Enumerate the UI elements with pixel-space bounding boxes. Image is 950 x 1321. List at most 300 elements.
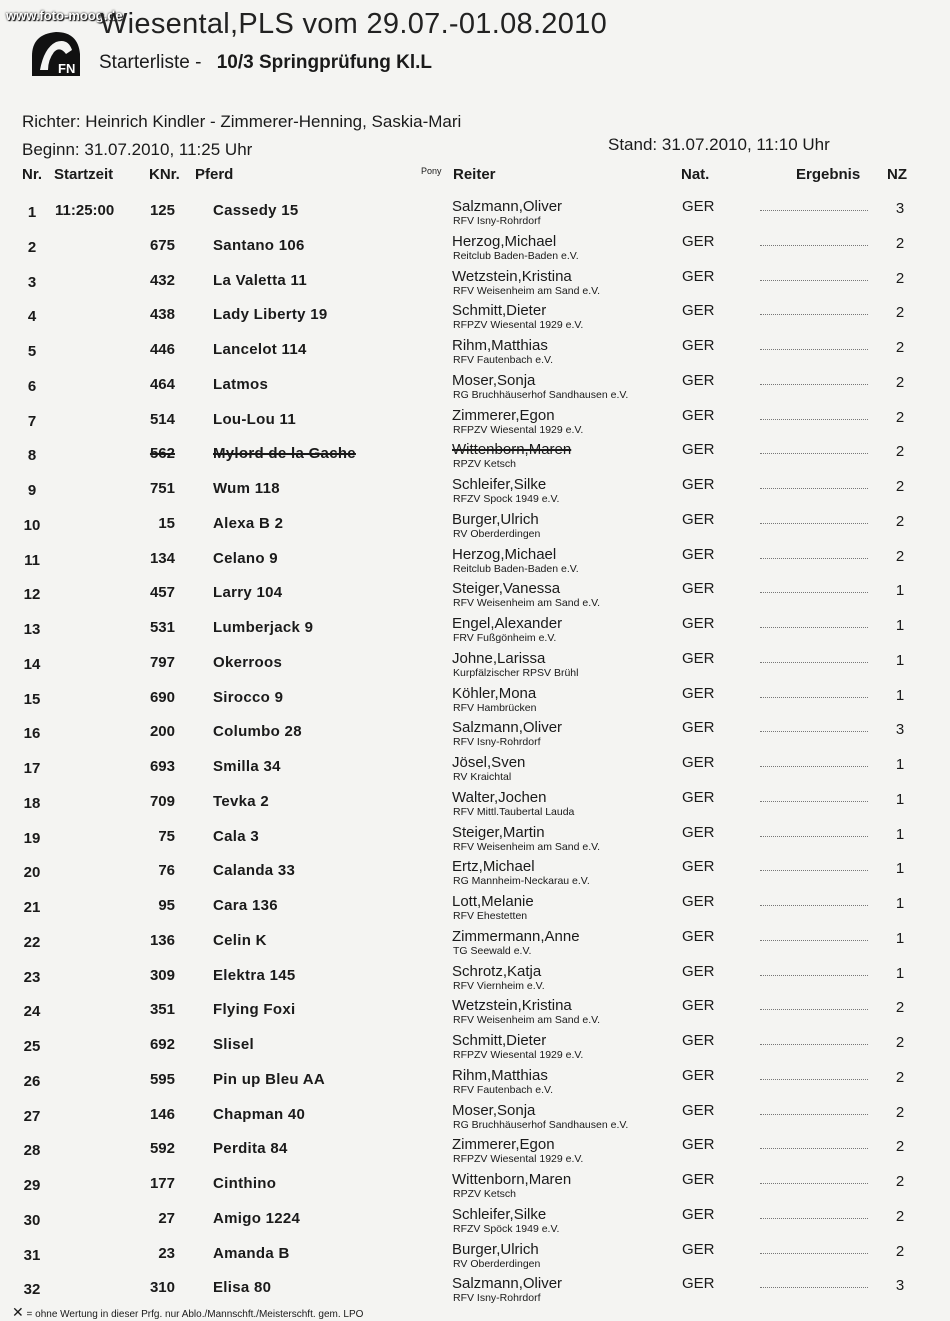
nationality: GER xyxy=(682,962,715,980)
rider-name: Herzog,Michael xyxy=(452,545,557,563)
starter-nr: 21 xyxy=(23,899,41,916)
competition-name: 10/3 Springprüfung Kl.L xyxy=(216,52,433,73)
horse-number: 797 xyxy=(149,653,175,671)
rider-name: Wetzstein,Kristina xyxy=(452,267,572,285)
rider-name: Salzmann,Oliver xyxy=(452,719,563,737)
starter-nr: 30 xyxy=(23,1211,41,1229)
rider-name: Engel,Alexander xyxy=(452,615,563,632)
nz-value: 2 xyxy=(895,1173,905,1190)
horse-name: Lou-Lou 11 xyxy=(213,410,296,428)
horse-number: 200 xyxy=(149,723,175,741)
nationality: GER xyxy=(682,1240,715,1258)
starter-nr: 1 xyxy=(27,204,37,221)
starter-nr: 2 xyxy=(27,238,37,256)
result-field xyxy=(760,591,868,593)
nationality: GER xyxy=(682,476,715,493)
nationality: GER xyxy=(682,198,715,215)
rider-name: Rihm,Matthias xyxy=(452,1066,548,1084)
horse-number: 675 xyxy=(149,236,175,254)
horse-number: 709 xyxy=(149,792,175,810)
footnote xyxy=(12,1304,363,1321)
nationality: GER xyxy=(682,371,715,389)
header-pony: Pony xyxy=(421,166,442,176)
rider-club: RFV Weisenheim am Sand e.V. xyxy=(453,597,601,610)
rider-club: RFPZV Wiesental 1929 e.V. xyxy=(453,1049,584,1061)
rider-club: RFV Fautenbach e.V. xyxy=(453,1083,554,1096)
starter-nr: 26 xyxy=(23,1072,41,1090)
horse-number: 23 xyxy=(158,1244,175,1262)
table-row xyxy=(0,511,950,545)
horse-number: 309 xyxy=(149,966,175,984)
horse-number: 351 xyxy=(149,1001,175,1019)
rider-club: RFV Isny-Rohrdorf xyxy=(453,1292,541,1305)
horse-name: Perdita 84 xyxy=(213,1140,288,1158)
horse-number: 76 xyxy=(158,862,175,880)
rider-name: Walter,Jochen xyxy=(452,788,547,806)
rider-club: RFV Mittl.Taubertal Lauda xyxy=(453,805,575,818)
rider-name: Jösel,Sven xyxy=(452,754,526,771)
result-field xyxy=(760,904,868,906)
result-field xyxy=(760,279,868,281)
nationality: GER xyxy=(682,1205,715,1223)
nationality: GER xyxy=(682,649,715,667)
horse-name: Cinthino xyxy=(213,1175,277,1192)
result-field xyxy=(760,1113,868,1115)
rider-club: FRV Fußgönheim e.V. xyxy=(453,632,557,644)
nz-value: 2 xyxy=(895,999,905,1017)
table-row xyxy=(0,685,950,719)
result-field xyxy=(760,557,868,559)
table-row xyxy=(0,337,950,371)
rider-club: RFV Isny-Rohrdorf xyxy=(453,215,541,227)
horse-name: Chapman 40 xyxy=(213,1105,306,1123)
table-row xyxy=(0,997,950,1031)
horse-name: Santano 106 xyxy=(213,236,305,254)
horse-name: Flying Foxi xyxy=(213,1001,296,1019)
starter-nr: 6 xyxy=(27,377,37,395)
table-row xyxy=(0,233,950,267)
horse-number: 692 xyxy=(149,1036,175,1053)
rider-name: Ertz,Michael xyxy=(452,858,535,876)
horse-number: 514 xyxy=(149,410,175,428)
result-field xyxy=(760,835,868,837)
nationality: GER xyxy=(682,997,715,1015)
nz-value: 3 xyxy=(895,200,905,217)
horse-name: Smilla 34 xyxy=(213,758,281,775)
result-field xyxy=(760,522,868,524)
horse-number: 446 xyxy=(149,341,175,358)
horse-number: 595 xyxy=(149,1070,175,1088)
header-startzeit: Startzeit xyxy=(54,166,114,183)
rider-name: Steiger,Martin xyxy=(452,823,545,841)
result-field xyxy=(760,1286,868,1288)
rider-club: RFV Hambrücken xyxy=(453,701,537,714)
nz-value: 1 xyxy=(895,825,905,843)
horse-name: La Valetta 11 xyxy=(213,271,307,289)
horse-name: Elektra 145 xyxy=(213,966,296,984)
horse-number: 751 xyxy=(149,480,175,497)
result-field xyxy=(760,1217,868,1219)
table-row xyxy=(0,1206,950,1240)
starter-nr: 12 xyxy=(23,586,41,604)
rider-club: RFV Isny-Rohrdorf xyxy=(453,736,541,749)
horse-number: 15 xyxy=(158,514,175,532)
header-nz: NZ xyxy=(887,166,907,183)
result-field xyxy=(760,1252,868,1254)
horse-name: Alexa B 2 xyxy=(213,514,284,532)
logo-text: FN xyxy=(58,61,76,76)
starter-nr: 13 xyxy=(23,621,41,638)
starter-nr: 17 xyxy=(23,760,41,777)
nationality: GER xyxy=(682,1066,715,1084)
nationality: GER xyxy=(682,1275,715,1293)
rider-name: Zimmermann,Anne xyxy=(452,927,580,945)
horse-number: 464 xyxy=(149,375,175,393)
nationality: GER xyxy=(682,823,715,841)
rider-name: Herzog,Michael xyxy=(452,232,557,250)
subtitle xyxy=(99,52,432,74)
rider-club: RG Mannheim-Neckarau e.V. xyxy=(453,875,590,888)
table-row xyxy=(0,546,950,580)
rider-club: RPZV Ketsch xyxy=(453,458,517,471)
cross-icon: ✕ xyxy=(12,1304,24,1320)
rider-club: RG Bruchhäuserhof Sandhausen e.V. xyxy=(453,1118,629,1131)
result-field xyxy=(760,1182,868,1184)
result-field xyxy=(760,800,868,802)
rider-name: Burger,Ulrich xyxy=(452,510,539,528)
table-row xyxy=(0,580,950,614)
rider-name: Burger,Ulrich xyxy=(452,1240,539,1258)
nz-value: 2 xyxy=(895,234,905,252)
table-row xyxy=(0,928,950,962)
starter-nr: 10 xyxy=(23,516,41,534)
horse-number: 531 xyxy=(149,619,175,636)
nz-value: 2 xyxy=(895,512,905,530)
horse-number: 146 xyxy=(149,1105,175,1123)
nz-value: 1 xyxy=(895,617,905,634)
starter-nr: 24 xyxy=(23,1003,41,1021)
starter-nr: 15 xyxy=(23,690,41,708)
header-ergebnis: Ergebnis xyxy=(796,166,861,183)
result-field xyxy=(760,418,868,420)
horse-name: Elisa 80 xyxy=(213,1279,272,1297)
result-field xyxy=(760,696,868,698)
result-field xyxy=(760,452,868,454)
header-reiter: Reiter xyxy=(453,166,496,183)
horse-number: 27 xyxy=(158,1209,175,1227)
horse-name: Sirocco 9 xyxy=(213,688,284,706)
table-row xyxy=(0,268,950,302)
status-time-line: Stand: 31.07.2010, 11:10 Uhr xyxy=(608,135,830,154)
table-row xyxy=(0,407,950,441)
horse-number: 177 xyxy=(149,1175,175,1192)
result-field xyxy=(760,1008,868,1010)
nationality: GER xyxy=(682,267,715,285)
rider-club: TG Seewald e.V. xyxy=(453,944,532,957)
nationality: GER xyxy=(682,684,715,702)
horse-number: 310 xyxy=(149,1279,175,1297)
horse-number: 75 xyxy=(158,827,175,845)
starter-nr: 27 xyxy=(23,1107,41,1125)
nz-value: 1 xyxy=(895,790,905,808)
table-row xyxy=(0,893,950,927)
table-row xyxy=(0,789,950,823)
table-row xyxy=(0,476,950,510)
table-row xyxy=(0,1102,950,1136)
nz-value: 1 xyxy=(895,582,905,600)
header-nr: Nr. xyxy=(22,166,43,183)
rider-name: Wittenborn,Maren xyxy=(452,1171,572,1188)
horse-name: Lumberjack 9 xyxy=(213,619,314,636)
nz-value: 1 xyxy=(895,895,905,912)
rider-name: Wittenborn,Maren xyxy=(452,441,572,459)
nationality: GER xyxy=(682,927,715,945)
nationality: GER xyxy=(682,858,715,876)
starter-nr: 31 xyxy=(23,1246,41,1264)
result-field xyxy=(760,244,868,246)
nz-value: 3 xyxy=(895,1277,905,1295)
horse-number: 690 xyxy=(149,688,175,706)
nationality: GER xyxy=(682,1032,715,1049)
horse-name: Lady Liberty 19 xyxy=(213,306,328,324)
starter-nr: 11 xyxy=(24,551,40,569)
starter-nr: 32 xyxy=(23,1281,41,1299)
horse-number: 125 xyxy=(149,202,175,219)
rider-club: RV Kraichtal xyxy=(453,771,512,783)
table-row xyxy=(0,1136,950,1170)
horse-name: Cassedy 15 xyxy=(213,202,299,219)
starter-nr: 22 xyxy=(23,933,41,951)
nationality: GER xyxy=(682,754,715,771)
starter-nr: 8 xyxy=(27,447,37,465)
result-field xyxy=(760,1078,868,1080)
header-knr: KNr. xyxy=(149,166,180,183)
horse-name: Amanda B xyxy=(213,1244,290,1262)
nationality: GER xyxy=(682,788,715,806)
rider-club: Reitclub Baden-Baden e.V. xyxy=(453,562,579,575)
nationality: GER xyxy=(682,1171,715,1188)
rider-club: RFV Fautenbach e.V. xyxy=(453,354,554,366)
fn-logo xyxy=(26,26,84,80)
nz-value: 2 xyxy=(895,547,905,565)
horse-name: Slisel xyxy=(213,1036,254,1053)
result-field xyxy=(760,765,868,767)
rider-club: RPZV Ketsch xyxy=(453,1188,517,1200)
horse-number: 562 xyxy=(149,445,175,463)
table-row xyxy=(0,824,950,858)
nz-value: 2 xyxy=(895,408,905,426)
horse-number: 693 xyxy=(149,758,175,775)
table-row xyxy=(0,372,950,406)
result-field xyxy=(760,974,868,976)
rider-club: RFV Weisenheim am Sand e.V. xyxy=(453,840,601,853)
horse-number: 134 xyxy=(149,549,175,567)
result-field xyxy=(760,313,868,315)
rider-club: RV Oberderdingen xyxy=(453,1257,541,1270)
horse-number: 136 xyxy=(149,931,175,949)
nz-value: 1 xyxy=(895,860,905,878)
rider-name: Schmitt,Dieter xyxy=(452,1032,547,1049)
rider-club: RG Bruchhäuserhof Sandhausen e.V. xyxy=(453,388,629,401)
rider-name: Salzmann,Oliver xyxy=(452,198,563,215)
rider-name: Schrotz,Katja xyxy=(452,962,542,980)
result-field xyxy=(760,1147,868,1149)
nationality: GER xyxy=(682,441,715,459)
judges-line: Richter: Heinrich Kindler - Zimmerer-Henning, Saskia-Mari xyxy=(22,112,462,131)
nz-value: 1 xyxy=(895,756,905,773)
nz-value: 2 xyxy=(895,1138,905,1156)
rider-club: RFZV Spöck 1949 e.V. xyxy=(453,1222,560,1235)
nationality: GER xyxy=(682,893,715,910)
result-field xyxy=(760,939,868,941)
rider-club: RFPZV Wiesental 1929 e.V. xyxy=(453,1153,584,1166)
rider-club: RFPZV Wiesental 1929 e.V. xyxy=(453,319,584,332)
nz-value: 1 xyxy=(895,686,905,704)
result-field xyxy=(760,383,868,385)
nz-value: 2 xyxy=(895,1242,905,1260)
nz-value: 2 xyxy=(895,269,905,287)
horse-number: 592 xyxy=(149,1140,175,1158)
rider-club: Reitclub Baden-Baden e.V. xyxy=(453,249,579,262)
starter-nr: 5 xyxy=(27,343,37,360)
starter-nr: 7 xyxy=(27,412,37,430)
horse-number: 438 xyxy=(149,306,175,324)
nz-value: 3 xyxy=(895,721,905,739)
rider-name: Moser,Sonja xyxy=(452,1101,536,1119)
result-field xyxy=(760,869,868,871)
rider-name: Schleifer,Silke xyxy=(452,476,547,493)
starter-nr: 25 xyxy=(23,1038,41,1055)
rider-club: RFZV Spock 1949 e.V. xyxy=(453,493,560,505)
page-title: Wiesental,PLS vom 29.07.-01.08.2010 xyxy=(100,8,608,40)
nz-value: 2 xyxy=(895,478,905,495)
rider-name: Moser,Sonja xyxy=(452,371,536,389)
table-row xyxy=(0,1067,950,1101)
horse-name: Cala 3 xyxy=(213,827,259,845)
watermark: www.foto-moog.de xyxy=(6,8,123,23)
starter-nr: 28 xyxy=(23,1142,41,1160)
result-field xyxy=(760,661,868,663)
starter-nr: 14 xyxy=(23,655,41,673)
nz-value: 1 xyxy=(895,929,905,947)
nationality: GER xyxy=(682,615,715,632)
nz-value: 2 xyxy=(895,304,905,322)
nz-value: 2 xyxy=(895,373,905,391)
nationality: GER xyxy=(682,545,715,563)
footnote-text: = ohne Wertung in dieser Prfg. nur Ablo./Mannschft./Meisterschft. gem. LPO xyxy=(26,1309,364,1320)
rider-name: Rihm,Matthias xyxy=(452,337,548,354)
header-nat: Nat. xyxy=(681,166,710,183)
nz-value: 2 xyxy=(895,443,905,461)
rider-club: RFV Weisenheim am Sand e.V. xyxy=(453,284,601,297)
horse-name: Amigo 1224 xyxy=(213,1209,301,1227)
table-row xyxy=(0,302,950,336)
starter-nr: 19 xyxy=(23,829,41,847)
rider-club: Kurpfälzischer RPSV Brühl xyxy=(453,666,579,679)
horse-name: Mylord de la Gache xyxy=(213,445,356,463)
nationality: GER xyxy=(682,510,715,528)
result-field xyxy=(760,1043,868,1045)
horse-name: Lancelot 114 xyxy=(213,341,307,358)
horse-name: Okerroos xyxy=(213,653,283,671)
rider-name: Zimmerer,Egon xyxy=(452,406,555,424)
table-row xyxy=(0,650,950,684)
result-field xyxy=(760,209,868,211)
nationality: GER xyxy=(682,302,715,320)
nationality: GER xyxy=(682,1136,715,1154)
nationality: GER xyxy=(682,719,715,737)
horse-number: 432 xyxy=(149,271,175,289)
nationality: GER xyxy=(682,580,715,598)
table-row xyxy=(0,963,950,997)
starter-nr: 18 xyxy=(23,794,41,812)
result-field xyxy=(760,730,868,732)
nz-value: 2 xyxy=(895,1068,905,1086)
starter-nr: 16 xyxy=(23,725,41,743)
rider-club: RFPZV Wiesental 1929 e.V. xyxy=(453,423,584,436)
subtitle-label: Starterliste - xyxy=(99,52,202,73)
horse-name: Columbo 28 xyxy=(213,723,302,741)
table-row xyxy=(0,858,950,892)
table-row xyxy=(0,1171,950,1205)
start-time: 11:25:00 xyxy=(55,202,115,219)
nz-value: 1 xyxy=(895,964,905,982)
starter-nr: 3 xyxy=(27,273,37,291)
rider-name: Steiger,Vanessa xyxy=(452,580,561,598)
rider-name: Zimmerer,Egon xyxy=(452,1136,555,1154)
table-row xyxy=(0,1032,950,1066)
horse-name: Wum 118 xyxy=(213,480,280,497)
horse-name: Calanda 33 xyxy=(213,862,296,880)
rider-name: Köhler,Mona xyxy=(452,684,537,702)
result-field xyxy=(760,626,868,628)
rider-name: Schleifer,Silke xyxy=(452,1205,547,1223)
table-row xyxy=(0,754,950,788)
starter-nr: 4 xyxy=(27,308,37,326)
rider-club: RV Oberderdingen xyxy=(453,527,541,540)
horse-name: Tevka 2 xyxy=(213,792,270,810)
horse-name: Larry 104 xyxy=(213,584,283,602)
starter-nr: 23 xyxy=(23,968,41,986)
nz-value: 2 xyxy=(895,1034,905,1051)
horse-name: Celin K xyxy=(213,931,267,949)
starter-nr: 20 xyxy=(23,864,41,882)
rider-name: Wetzstein,Kristina xyxy=(452,997,572,1015)
nz-value: 2 xyxy=(895,1103,905,1121)
table-row xyxy=(0,198,950,232)
table-row xyxy=(0,615,950,649)
nz-value: 1 xyxy=(895,651,905,669)
rider-name: Johne,Larissa xyxy=(452,649,546,667)
rider-club: RFV Ehestetten xyxy=(453,910,528,922)
table-row xyxy=(0,719,950,753)
result-field xyxy=(760,487,868,489)
result-field xyxy=(760,348,868,350)
nationality: GER xyxy=(682,337,715,354)
rider-name: Lott,Melanie xyxy=(452,893,534,910)
rider-club: RFV Weisenheim am Sand e.V. xyxy=(453,1014,601,1027)
horse-name: Latmos xyxy=(213,375,269,393)
horse-name: Pin up Bleu AA xyxy=(213,1070,325,1088)
nz-value: 2 xyxy=(895,339,905,356)
horse-number: 95 xyxy=(158,897,175,914)
starter-nr: 29 xyxy=(23,1177,41,1194)
rider-club: RFV Viernheim e.V. xyxy=(453,979,545,992)
rider-name: Salzmann,Oliver xyxy=(452,1275,563,1293)
rider-name: Schmitt,Dieter xyxy=(452,302,547,320)
horse-name: Celano 9 xyxy=(213,549,278,567)
nationality: GER xyxy=(682,406,715,424)
